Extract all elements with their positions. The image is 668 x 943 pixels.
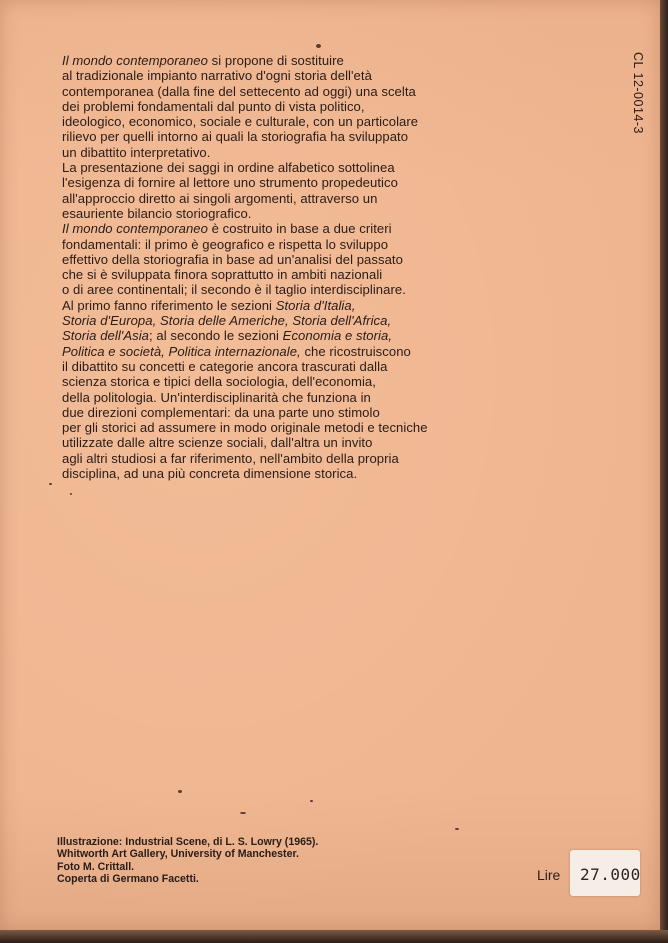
- blurb-italic-run: Il mondo contemporaneo: [62, 53, 208, 68]
- blurb-run: ideologico, economico, sociale e culturale, con un particolare: [62, 114, 419, 130]
- blurb-run: per gli storici ad assumere in modo originale metodi e tecniche: [62, 420, 428, 436]
- blurb-run: fondamentali: il primo è geografico e rispetta lo sviluppo: [62, 236, 389, 252]
- blurb-line: [62, 313, 502, 328]
- blurb-run: il dibattito su concetti e categorie ancora trascurati dalla: [62, 358, 388, 374]
- blurb-run: dei problemi fondamentali dal punto di vista politico,: [62, 98, 365, 114]
- blurb-line: [62, 328, 502, 343]
- speck-decoration: [49, 483, 52, 485]
- blurb-run: all'approccio diretto ai singoli argomenti, attraverso un: [62, 190, 378, 206]
- catalog-code: CL 12-0014-3: [631, 52, 645, 134]
- blurb-italic-run: Il mondo contemporaneo: [62, 221, 208, 237]
- speck-decoration: [70, 493, 72, 495]
- blurb-line: [62, 267, 502, 282]
- credit-line-gallery: Whitworth Art Gallery, University of Manchester.: [57, 848, 299, 861]
- blurb-italic-run: Economia e storia,: [282, 328, 393, 344]
- blurb-run: al tradizionale impianto narrativo d'ogni storia dell'età: [62, 68, 372, 84]
- price-label: Lire: [537, 867, 561, 883]
- blurb-line: [62, 84, 502, 99]
- blurb-line: [62, 191, 502, 206]
- price-value: 27.000: [580, 865, 641, 884]
- speck-decoration: [310, 800, 313, 802]
- blurb-line: [62, 221, 502, 236]
- cover-credits: [57, 836, 318, 886]
- blurb-italic-run: Politica e società, Politica internazionale,: [62, 343, 301, 359]
- blurb-line: [62, 435, 502, 450]
- blurb-run: della politologia. Un'interdisciplinarità che funziona in: [62, 389, 371, 405]
- blurb-run: rilievo per quelli intorno ai quali la storiografia ha sviluppato: [62, 129, 409, 145]
- cover-edge-right: [660, 0, 668, 943]
- blurb-run: utilizzate dalle altre scienze sociali, dall'altra un invito: [62, 435, 373, 451]
- blurb-line: [62, 420, 502, 435]
- blurb-line: [62, 451, 502, 466]
- blurb-run: effettivo della storiografia in base ad un'analisi del passato: [62, 251, 403, 267]
- blurb-line: [62, 374, 502, 389]
- blurb-line: [62, 160, 502, 175]
- blurb-run: si propone di sostituire: [207, 53, 344, 68]
- blurb-line: [62, 390, 502, 405]
- blurb-run: che ricostruiscono: [300, 343, 411, 359]
- blurb-run: agli altri studiosi a far riferimento, nell'ambito della propria: [62, 450, 399, 466]
- blurb-line: [62, 68, 502, 83]
- blurb-line: [62, 344, 502, 359]
- speck-decoration: [316, 44, 321, 48]
- blurb-line: [62, 466, 502, 481]
- blurb-run: disciplina, ad una più concreta dimensione storica.: [62, 466, 358, 482]
- credit-line-illustration: Illustrazione: Industrial Scene, di L. S. Lowry (1965).: [57, 836, 319, 848]
- blurb-run: l'esigenza di fornire al lettore uno strumento propedeutico: [62, 175, 398, 191]
- blurb-run: Al primo fanno riferimento le sezioni: [62, 297, 276, 313]
- blurb-run: è costruito in base a due criteri: [207, 221, 392, 237]
- credit-line-cover-design: Coperta di Germano Facetti.: [57, 873, 199, 886]
- blurb-run: un dibattito interpretativo.: [62, 144, 211, 160]
- blurb-run: scienza storica e tipici della sociologia, dell'economia,: [62, 374, 376, 390]
- blurb-line: [62, 175, 502, 190]
- blurb-italic-run: Storia dell'Asia: [62, 328, 149, 344]
- blurb-line: [62, 129, 502, 144]
- blurb-line: [62, 145, 502, 160]
- blurb-italic-run: Storia d'Europa, Storia delle Americhe, Storia dell'Africa,: [62, 313, 392, 329]
- blurb-run: due direzioni complementari: da una parte uno stimolo: [62, 404, 380, 420]
- blurb-line: [62, 359, 502, 374]
- blurb-run: contemporanea (dalla fine del settecento ad oggi) una scelta: [62, 83, 416, 99]
- blurb-italic-run: Storia d'Italia,: [275, 297, 356, 313]
- credit-line-photo: Foto M. Crittall.: [57, 860, 135, 873]
- blurb-line: [62, 114, 502, 129]
- speck-decoration: [178, 790, 182, 793]
- blurb-line: [62, 282, 502, 297]
- blurb-run: o di aree continentali; il secondo è il taglio interdisciplinare.: [62, 282, 406, 298]
- blurb-line: [62, 252, 502, 267]
- blurb-line: [62, 53, 502, 68]
- blurb-text: [62, 53, 502, 481]
- blurb-run: esauriente bilancio storiografico.: [62, 205, 252, 221]
- blurb-line: [62, 405, 502, 420]
- speck-decoration: [240, 812, 246, 814]
- blurb-line: [62, 237, 502, 252]
- blurb-run: ; al secondo le sezioni: [149, 328, 283, 344]
- blurb-run: La presentazione dei saggi in ordine alfabetico sottolinea: [62, 160, 395, 176]
- blurb-run: che si è sviluppata finora soprattutto in ambiti nazionali: [62, 267, 383, 283]
- blurb-line: [62, 99, 502, 114]
- blurb-line: [62, 298, 502, 313]
- blurb-line: [62, 206, 502, 221]
- speck-decoration: [455, 828, 459, 830]
- cover-edge-bottom: [0, 930, 668, 943]
